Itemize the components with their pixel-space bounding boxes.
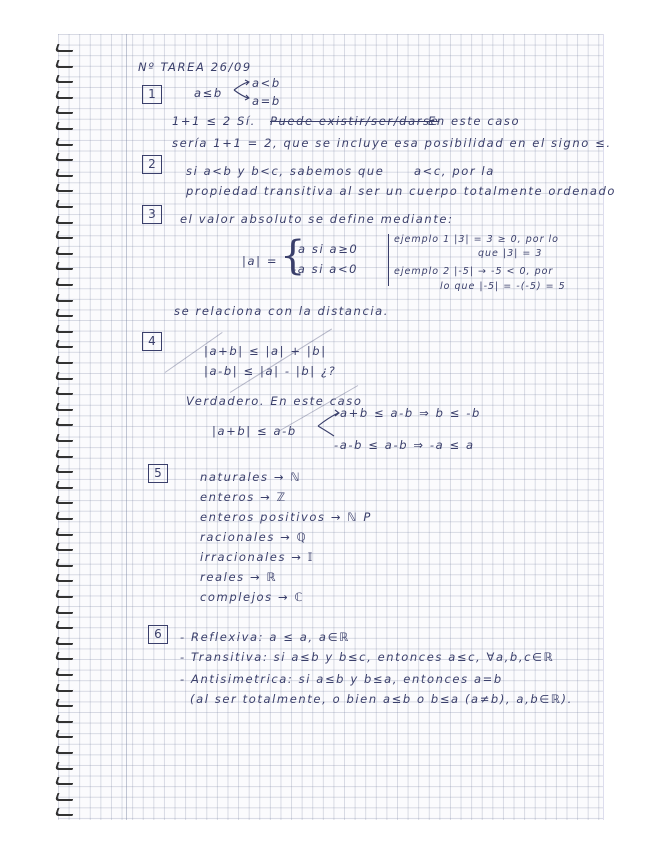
ex4-triangle-inequality: |a+b| ≤ |a| + |b| [204,344,327,358]
ex1-case-equal: a=b [252,94,281,108]
spiral-ring [56,512,76,520]
spiral-ring [56,294,76,302]
spiral-ring [56,621,76,629]
spiral-ring [56,138,76,146]
exercise-number-5: 5 [148,464,168,483]
spiral-ring [56,730,76,738]
spiral-ring [56,559,76,567]
spiral-ring [56,44,76,52]
exercise-number-1: 1 [142,85,162,104]
spiral-ring [56,200,76,208]
exercise-number-4: 4 [142,332,162,351]
spiral-ring [56,793,76,801]
ex6-reflexiva: - Reflexiva: a ≤ a, a∈ℝ [180,630,350,644]
spiral-ring [56,434,76,442]
ex3-definition: el valor absoluto se define mediante: [180,212,454,226]
ex3-case-negative: -a si a<0 [292,262,359,276]
ex3-case-positive: a si a≥0 [298,242,359,256]
spiral-ring [56,762,76,770]
branch-arrow-icon [318,410,342,440]
ex3-example-1-result: que |3| = 3 [478,248,543,259]
ex5-enteros-positivos: enteros positivos → ℕ P [200,510,372,524]
spiral-ring [56,122,76,130]
spiral-ring [56,387,76,395]
ex5-reales: reales → ℝ [200,570,278,584]
spiral-ring [56,668,76,676]
spiral-ring [56,496,76,504]
spiral-ring [56,106,76,114]
spiral-ring [56,60,76,68]
ex3-example-2-result: lo que |-5| = -(-5) = 5 [440,281,566,292]
ex1-case-less: a<b [252,76,281,90]
ex3-example-2: ejemplo 2 |-5| → -5 < 0, por [394,266,554,277]
spiral-ring [56,75,76,83]
ex1-case-text: En este caso [428,114,521,128]
page-header: Nº TAREA 26/09 [138,60,252,74]
spiral-ring [56,481,76,489]
ex3-abs-a: |a| = [242,254,279,268]
spiral-ring [56,652,76,660]
spiral-ring [56,699,76,707]
ex4-question: |a-b| ≤ |a| - |b| ¿? [204,364,337,378]
spiral-ring [56,590,76,598]
spiral-ring [56,715,76,723]
ex5-enteros: enteros → ℤ [200,490,287,504]
ex5-naturales: naturales → ℕ [200,470,302,484]
exercise-number-2: 2 [142,155,162,174]
spiral-ring [56,340,76,348]
divider-line [388,234,389,286]
ex1-crossed-out: Puede existir/ser/darse [270,114,440,128]
ex3-example-1: ejemplo 1 |3| = 3 ≥ 0, por lo [394,234,559,245]
spiral-ring [56,262,76,270]
spiral-ring [56,91,76,99]
spiral-ring [56,574,76,582]
ex5-irracionales: irracionales → 𝕀 [200,550,314,564]
spiral-ring [56,808,76,816]
ex1-explanation: sería 1+1 = 2, que se incluye esa posibilidad en el signo ≤. [172,136,612,150]
ex3-distance: se relaciona con la distancia. [174,304,390,318]
spiral-ring [56,543,76,551]
ex6-transitiva: - Transitiva: si a≤b y b≤c, entonces a≤c, ∀a,b,c∈ℝ [180,650,555,664]
spiral-ring [56,528,76,536]
ex4-case: |a+b| ≤ a-b [212,424,297,438]
exercise-number-3: 3 [142,205,162,224]
spiral-ring [56,169,76,177]
ex2-line-1: si a<b y b<c, sabemos que [186,164,385,178]
ex5-complejos: complejos → ℂ [200,590,305,604]
spiral-ring [56,309,76,317]
spiral-ring [56,356,76,364]
ex6-antisimetrica: - Antisimetrica: si a≤b y b≤a, entonces a=b [180,672,503,686]
branch-arrow-icon [234,80,254,102]
spiral-ring [56,247,76,255]
spiral-ring [56,746,76,754]
ex6-note: (al ser totalmente, o bien a≤b o b≤a (a≠b), a,b∈ℝ). [190,692,573,706]
spiral-ring [56,325,76,333]
spiral-ring [56,465,76,473]
exercise-number-6: 6 [148,625,168,644]
ex1-statement: 1+1 ≤ 2 Sí. [172,114,256,128]
ex5-racionales: racionales → ℚ [200,530,308,544]
ex2-line-2: propiedad transitiva al ser un cuerpo totalmente ordenado [186,184,617,198]
spiral-ring [56,684,76,692]
ex4-branch-2: -a-b ≤ a-b ⇒ -a ≤ a [334,438,475,452]
curly-brace: { [280,233,306,279]
ex4-answer: Verdadero. En este caso [186,394,363,408]
spiral-ring [56,450,76,458]
spiral-ring [56,278,76,286]
spiral-ring [56,777,76,785]
spiral-ring [56,418,76,426]
spiral-ring [56,184,76,192]
spiral-ring [56,153,76,161]
ex2-line-1b: a<c, por la [414,164,495,178]
spiral-ring [56,216,76,224]
spiral-ring [56,637,76,645]
ex4-branch-1: a+b ≤ a-b ⇒ b ≤ -b [340,406,481,420]
ex1-inequality: a≤b [194,86,223,100]
spiral-ring [56,403,76,411]
spiral-ring [56,372,76,380]
spiral-ring [56,231,76,239]
margin-line [126,34,127,820]
spiral-ring [56,606,76,614]
